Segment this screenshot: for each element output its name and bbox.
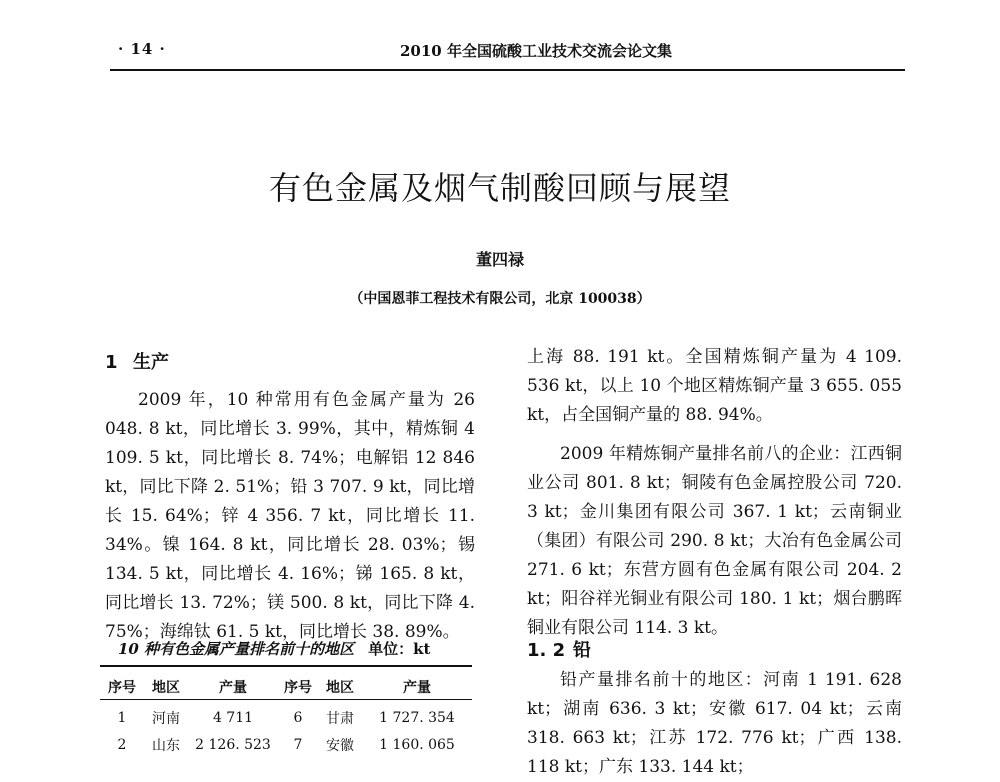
table-cell: 安徽 (326, 737, 354, 754)
table-cell: 6 (293, 709, 303, 726)
table-caption-text: 10 种有色金属产量排名前十的地区 (118, 640, 355, 658)
article-author: 董四禄 (475, 250, 524, 269)
col-header-output: 产量 (219, 679, 247, 696)
table-row (100, 731, 472, 758)
table-cell: 1 727. 354 (379, 709, 455, 726)
subsection-number: 1. 2 (527, 640, 566, 661)
table-header-rule (100, 699, 472, 700)
table-caption (118, 638, 430, 659)
table-cell: 甘肃 (326, 710, 354, 727)
section-title: 生产 (133, 352, 169, 373)
table-cell: 1 160. 065 (379, 736, 455, 753)
table-row (100, 704, 472, 731)
col-header-output: 产量 (403, 679, 431, 696)
col-header-region: 地区 (326, 679, 354, 696)
subsection-heading (527, 636, 591, 662)
lead-paragraph: 铅产量排名前十的地区：河南 1 191. 628 kt；湖南 636. 3 kt；安徽 617. 04 kt；云南 318. 663 kt；江苏 172. 776 kt；广西 138. 118 kt；广东 133. 144 kt； (527, 670, 902, 777)
table-header-row (100, 673, 472, 700)
region-output-table (100, 704, 472, 758)
header-rule (110, 69, 905, 71)
table-cell: 7 (293, 736, 303, 753)
copper-summary-paragraph: 上海 88. 191 kt。全国精炼铜产量为 4 109. 536 kt，以上 10 个地区精炼铜产量 3 655. 055 kt，占全国铜产量的 88. 94%。 (527, 347, 902, 425)
copper-top8-paragraph: 2009 年精炼铜产量排名前八的企业：江西铜业公司 801. 8 kt；铜陵有色金属控股公司 720. 3 kt；金川集团有限公司 367. 1 kt；云南铜业（集团）有限公司 290. 8 kt；大冶有色金属公司 271. 6 kt；东营方圆有色金属有限公司 204. 2 kt；阳谷祥光铜业有限公司 180. 1 kt；烟台鹏晖铜业有限公司 114. 3 kt。 (527, 444, 902, 638)
section-number: 1 (105, 352, 118, 373)
table-cell: 1 (117, 709, 127, 726)
table-cell: 4 711 (212, 709, 254, 726)
article-title: 有色金属及烟气制酸回顾与展望 (268, 169, 731, 207)
table-top-rule (100, 665, 472, 667)
col-header-region: 地区 (152, 679, 180, 696)
running-header: 2010 年全国硫酸工业技术交流会论文集 (400, 42, 672, 60)
author-affiliation: （中国恩菲工程技术有限公司，北京 100038） (349, 291, 651, 307)
table-cell: 山东 (152, 737, 180, 754)
table-header (100, 673, 472, 700)
col-header-no: 序号 (108, 679, 136, 696)
table-cell: 2 (117, 736, 127, 753)
table-cell: 2 126. 523 (195, 736, 271, 753)
table-cell: 河南 (152, 710, 180, 727)
page-number: · 14 · (118, 40, 166, 58)
subsection-title: 铅 (573, 640, 591, 661)
table-unit: 单位：kt (368, 640, 431, 658)
col-header-no: 序号 (284, 679, 312, 696)
production-paragraph: 2009 年，10 种常用有色金属产量为 26 048. 8 kt，同比增长 3. 99%，其中，精炼铜 4 109. 5 kt，同比增长 8. 74%；电解铝 12 846 kt，同比下降 2. 51%；铅 3 707. 9 kt，同比增长 15. 64%；锌 4 356. 7 kt，同比增长 11. 34%。镍 164. 8 kt，同比增长 28. 03%；锡 134. 5 kt，同比增长 4. 16%；锑 165. 8 kt，同比增长 13. 72%；镁 500. 8 kt，同比下降 4. 75%；海绵钛 61. 5 kt，同比增长 38. 89%。 (105, 390, 475, 642)
section-heading (105, 348, 169, 374)
